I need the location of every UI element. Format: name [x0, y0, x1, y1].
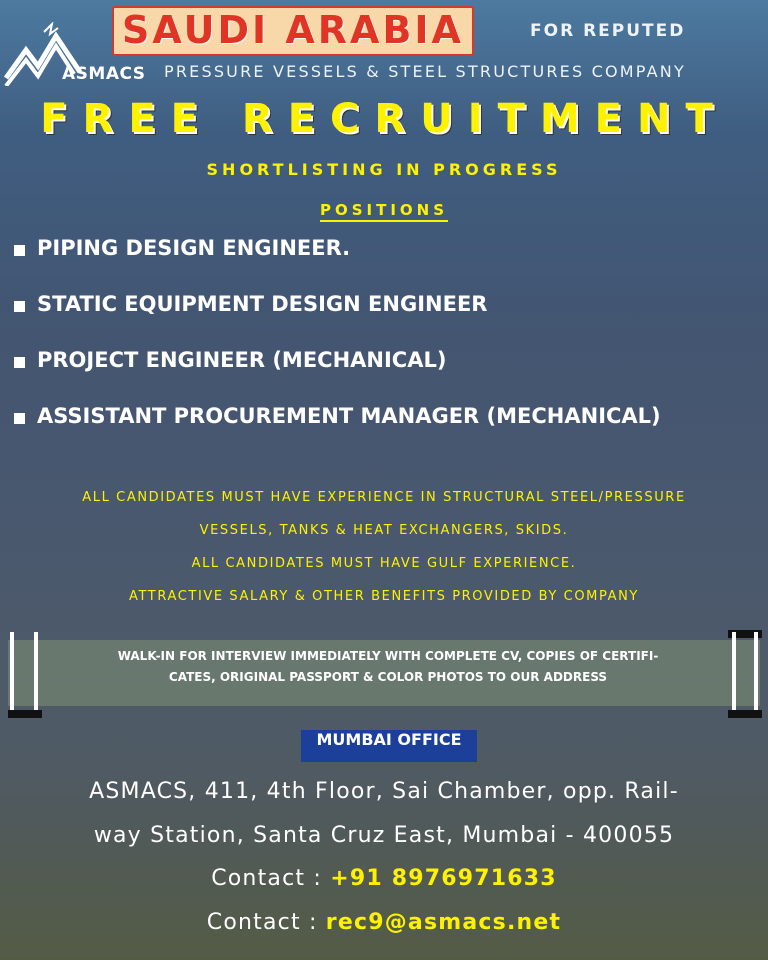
position-item — [14, 236, 768, 292]
requirements — [0, 490, 768, 622]
left-bracket-decoration — [8, 632, 38, 718]
requirement-line: VESSELS, TANKS & HEAT EXCHANGERS, SKIDS. — [199, 523, 569, 538]
logo-text: ASMACS — [62, 64, 146, 84]
email-link[interactable]: rec9@asmacs.net — [325, 910, 562, 935]
walkin-line-2: CATES, ORIGINAL PASSPORT & COLOR PHOTOS TO OUR ADDRESS — [168, 670, 608, 684]
square-bullet-icon — [14, 413, 25, 424]
address-line-2: way Station, Santa Cruz East, Mumbai - 400055 — [93, 823, 675, 848]
position-item — [14, 404, 768, 460]
positions-heading — [0, 201, 768, 219]
contact-label: Contact : — [206, 910, 326, 935]
position-item — [14, 292, 768, 348]
positions-heading-label: POSITIONS — [320, 201, 448, 222]
office-address — [24, 770, 744, 858]
position-label: STATIC EQUIPMENT DESIGN ENGINEER — [37, 292, 488, 316]
status-text: SHORTLISTING IN PROGRESS — [206, 160, 562, 179]
position-label: ASSISTANT PROCUREMENT MANAGER (MECHANICAL) — [37, 404, 661, 428]
position-item — [14, 348, 768, 404]
company-type: PRESSURE VESSELS & STEEL STRUCTURES COMPANY — [164, 62, 686, 81]
contact-label: Contact : — [211, 866, 331, 891]
walkin-line-1: WALK-IN FOR INTERVIEW IMMEDIATELY WITH COMPLETE CV, COPIES OF CERTIFI- — [117, 649, 659, 663]
contact-email — [0, 910, 768, 935]
position-label: PROJECT ENGINEER (MECHANICAL) — [37, 348, 447, 372]
right-bracket-decoration — [728, 632, 758, 718]
square-bullet-icon — [14, 301, 25, 312]
positions-list — [14, 236, 768, 460]
requirement-line: ALL CANDIDATES MUST HAVE GULF EXPERIENCE. — [191, 556, 577, 571]
country-title: SAUDI ARABIA — [112, 6, 474, 56]
square-bullet-icon — [14, 357, 25, 368]
headline: FREE RECRUITMENT — [40, 96, 728, 142]
contact-phone — [0, 866, 768, 891]
reputed-text: FOR REPUTED — [530, 21, 686, 41]
address-line-1: ASMACS, 411, 4th Floor, Sai Chamber, opp. Rail- — [89, 779, 679, 804]
phone-number[interactable]: +91 8976971633 — [330, 866, 557, 891]
office-badge: MUMBAI OFFICE — [301, 730, 477, 762]
position-label: PIPING DESIGN ENGINEER. — [37, 236, 351, 260]
walkin-text — [58, 646, 718, 688]
square-bullet-icon — [14, 245, 25, 256]
requirement-line: ALL CANDIDATES MUST HAVE EXPERIENCE IN STRUCTURAL STEEL/PRESSURE — [82, 490, 686, 505]
requirement-line: ATTRACTIVE SALARY & OTHER BENEFITS PROVIDED BY COMPANY — [129, 589, 639, 604]
